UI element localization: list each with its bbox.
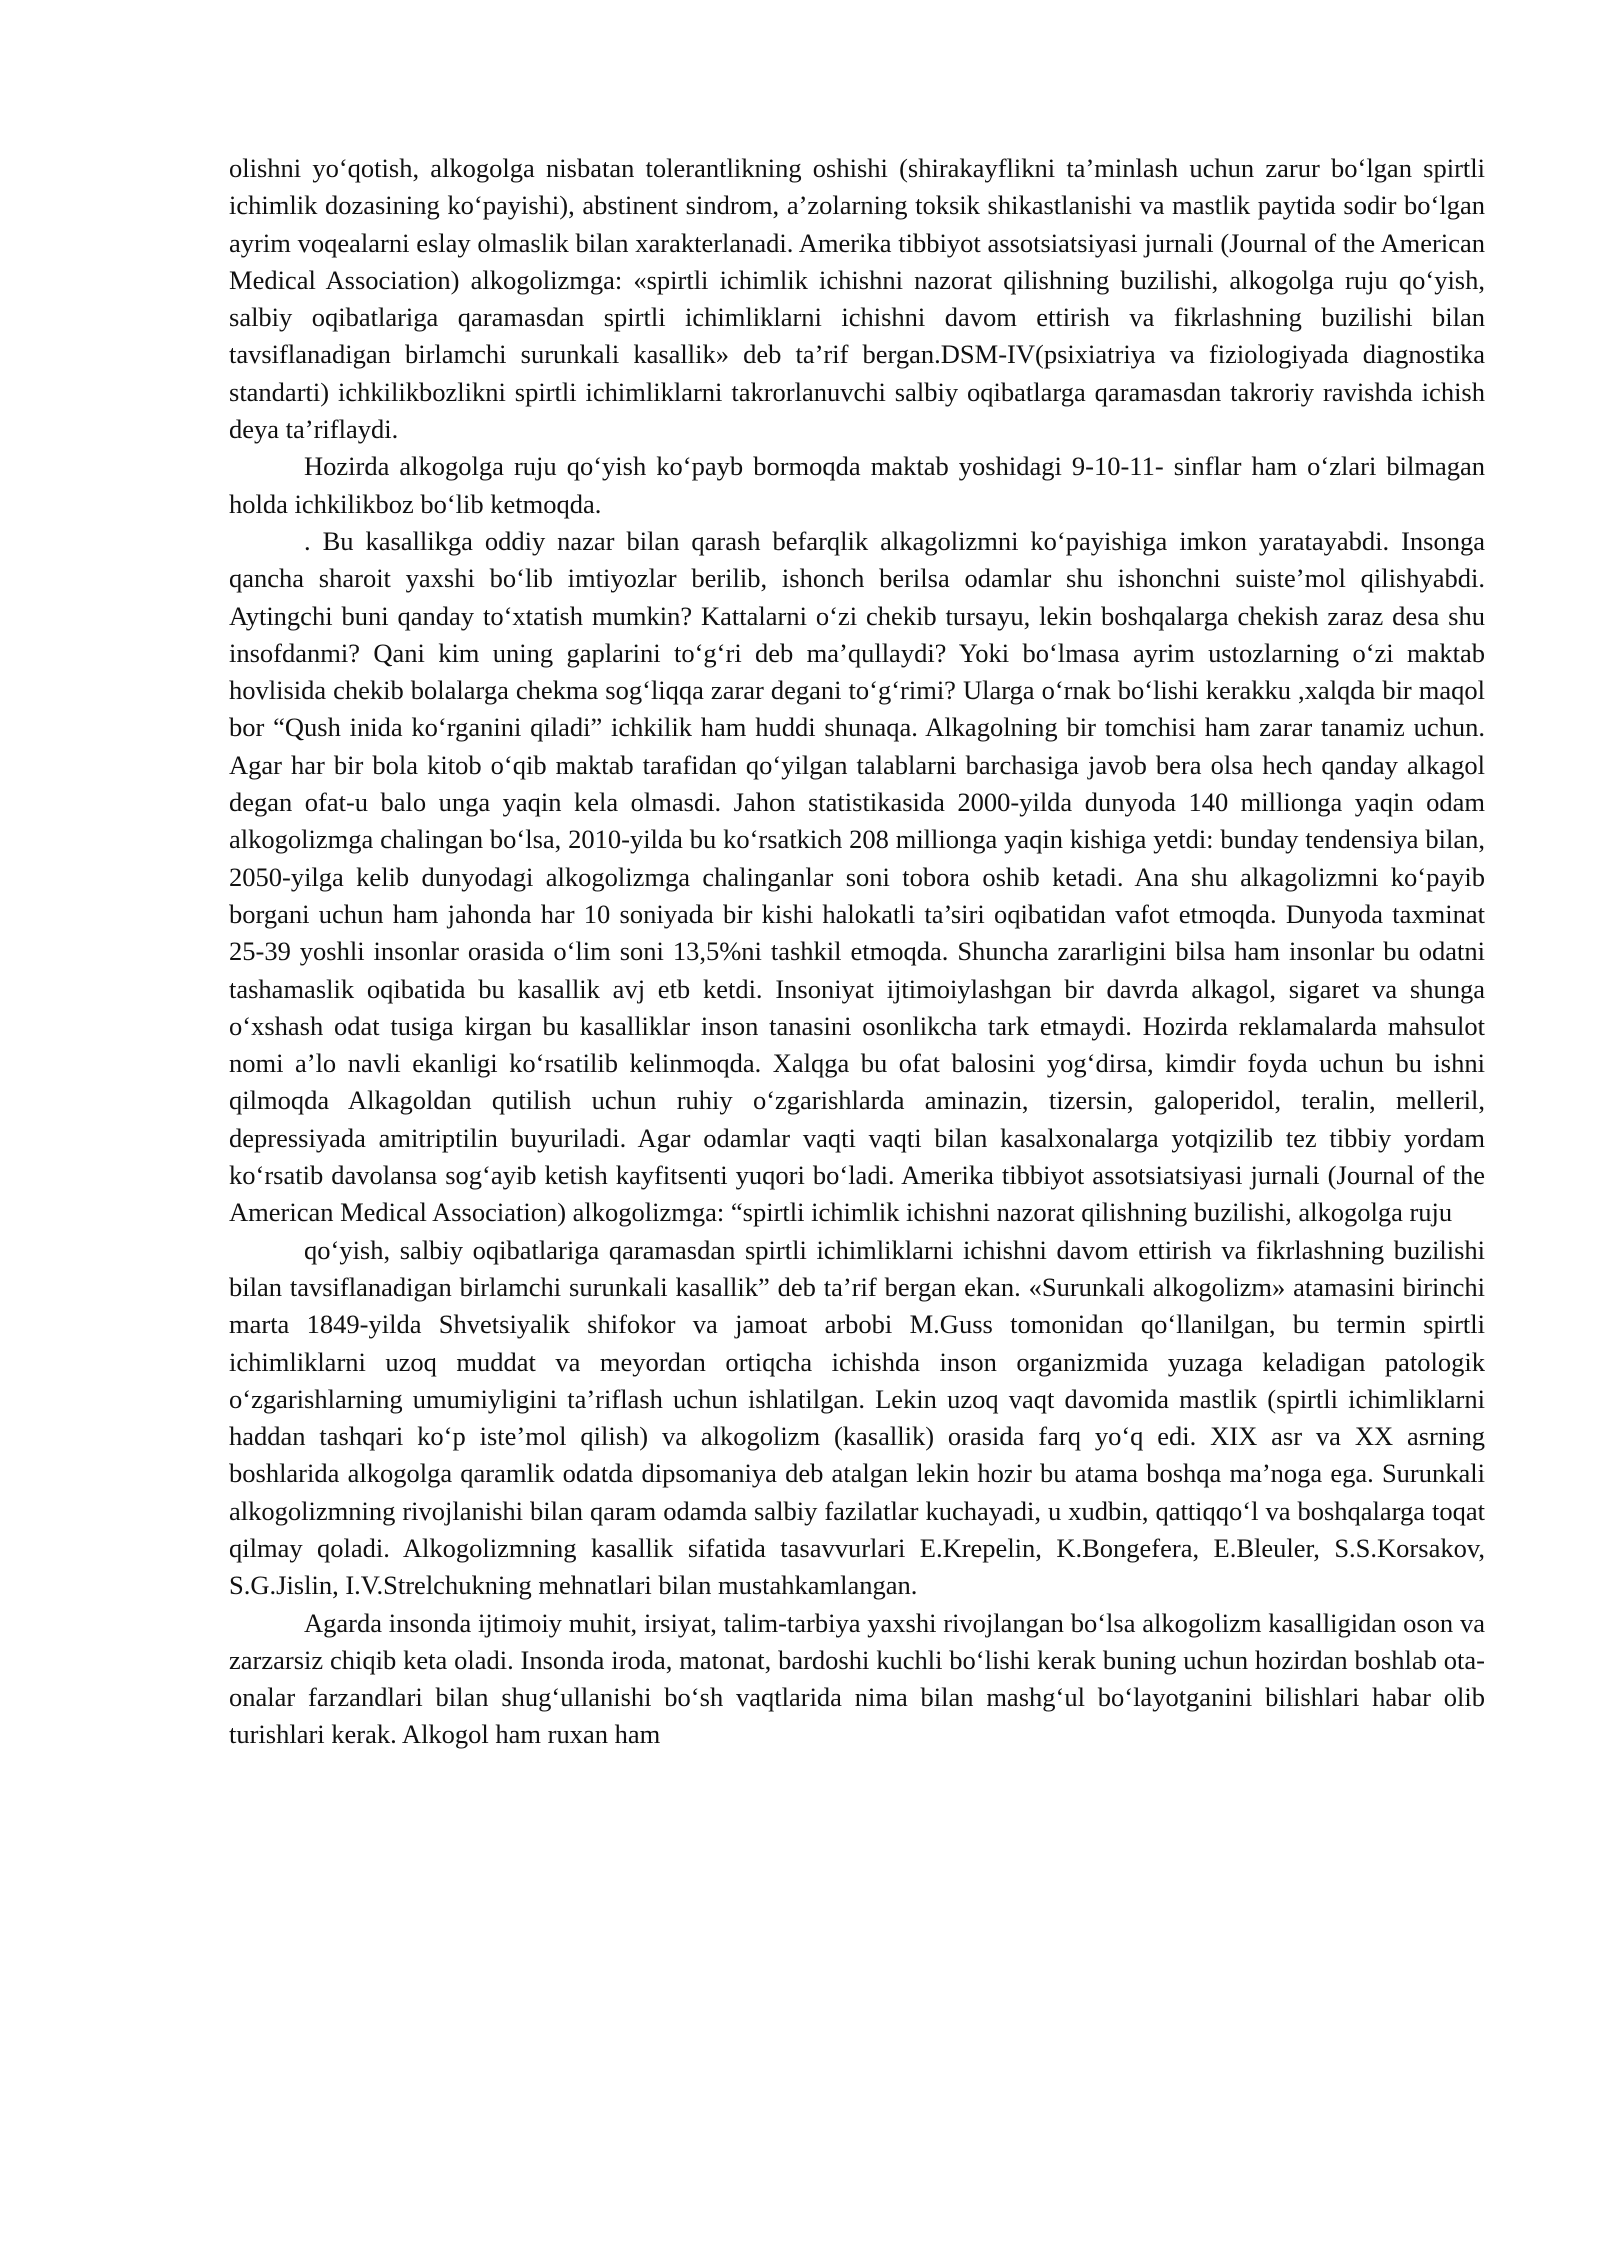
paragraph-4: qo‘yish, salbiy oqibatlariga qaramasdan spirtli ichimliklarni ichishni davom ettirish va fikrlashning buzilishi bilan tavsiflanadigan birlamchi surunkali kasallik” deb ta’rif bergan ekan. «Surunkali alkogolizm» atamasini birinchi marta 1849-yilda Shvetsiyalik shifokor va jamoat arbobi M.Guss tomonidan qo‘llanilgan, bu termin spirtli ichimliklarni uzoq muddat va meyordan ortiqcha ichishda inson organizmida yuzaga keladigan patologik o‘zgarishlarning umumiyligini ta’riflash uchun ishlatilgan. Lekin uzoq vaqt davomida mastlik (spirtli ichimliklarni haddan tashqari ko‘p iste’mol qilish) va alkogolizm (kasallik) orasida farq yo‘q edi. XIX asr va XX asrning boshlarida alkogolga qaramlik odatda dipsomaniya deb atalgan lekin hozir bu atama boshqa ma’noga ega. Surunkali alkogolizmning rivojlanishi bilan qaram odamda salbiy fazilatlar kuchayadi, u xudbin, qattiqqo‘l va boshqalarga toqat qilmay qoladi. Alkogolizmning kasallik sifatida tasavvurlari E.Krepelin, K.Bongefera, E.Bleuler, S.S.Korsakov, S.G.Jislin, I.V.Strelchukning mehnatlari bilan mustahkamlangan. — [229, 1234, 1485, 1601]
paragraph-3: . Bu kasallikga oddiy nazar bilan qarash befarqlik alkagolizmni ko‘payishiga imkon yaratayabdi. Insonga qancha sharoit yaxshi bo‘lib imtiyozlar berilib, ishonch berilsa odamlar shu ishonchni suiste’mol qilishyabdi. Aytingchi buni qanday to‘xtatish mumkin? Kattalarni o‘zi chekib tursayu, lekin boshqalarga chekish zaraz desa shu insofdanmi? Qani kim uning gaplarini to‘g‘ri deb ma’qullaydi? Yoki bo‘lmasa ayrim ustozlarning o‘zi maktab hovlisida chekib bolalarga chekma sog‘liqqa zarar degani to‘g‘rimi? Ularga o‘rnak bo‘lishi kerakku ,xalqda bir maqol bor “Qush inida ko‘rganini qiladi” ichkilik ham huddi shunaqa. Alkagolning bir tomchisi ham zarar tanamiz uchun. Agar har bir bola kitob o‘qib maktab tarafidan qo‘yilgan talablarni barchasiga javob bera olsa hech qanday alkagol degan ofat-u balo unga yaqin kela olmasdi. Jahon statistikasida 2000-yilda dunyoda 140 millionga yaqin odam alkogolizmga chalingan bo‘lsa, 2010-yilda bu ko‘rsatkich 208 millionga yaqin kishiga yetdi: bunday tendensiya bilan, 2050-yilga kelib dunyodagi alkogolizmga chalinganlar soni tobora oshib ketadi. Ana shu alkagolizmni ko‘payib borgani uchun ham jahonda har 10 soniyada bir kishi halokatli ta’siri oqibatidan vafot etmoqda. Dunyoda taxminat 25-39 yoshli insonlar orasida o‘lim soni 13,5%ni tashkil etmoqda. Shuncha zararligini bilsa ham insonlar bu odatni tashamaslik oqibatida bu kasallik avj etb ketdi. Insoniyat ijtimoiylashgan bir davrda alkagol, sigaret va shunga o‘xshash odat tusiga kirgan bu kasalliklar inson tanasini osonlikcha tark etmaydi. Hozirda reklamalarda mahsulot nomi a’lo navli ekanligi ko‘rsatilib kelinmoqda. Xalqga bu ofat balosini yog‘dirsa, kimdir foyda uchun bu ishni qilmoqda Alkagoldan qutilish uchun ruhiy o‘zgarishlarda aminazin, tizersin, galoperidol, teralin, melleril, depressiyada amitriptilin buyuriladi. Agar odamlar vaqti vaqti bilan kasalxonalarga yotqizilib tez tibbiy yordam ko‘rsatib davolansa sog‘ayib ketish kayfitsenti yuqori bo‘ladi. Amerika tibbiyot assotsiatsiyasi jurnali (Journal of the American Medical Association) alkogolizmga: “spirtli ichimlik ichishni nazorat qilishning buzilishi, alkogolga ruju — [229, 525, 1485, 1228]
paragraph-1: olishni yo‘qotish, alkogolga nisbatan tolerantlikning oshishi (shirakayflikni ta’minlash uchun zarur bo‘lgan spirtli ichimlik dozasining ko‘payishi), abstinent sindrom, a’zolarning toksik shikastlanishi va mastlik paytida sodir bo‘lgan ayrim voqealarni eslay olmaslik bilan xarakterlanadi. Amerika tibbiyot assotsiatsiyasi jurnali (Journal of the American Medical Association) alkogolizmga: «spirtli ichimlik ichishni nazorat qilishning buzilishi, alkogolga ruju qo‘yish, salbiy oqibatlariga qaramasdan spirtli ichimliklarni ichishni davom ettirish va fikrlashning buzilishi bilan tavsiflanadigan birlamchi surunkali kasallik» deb ta’rif bergan.DSM-IV(psixiatriya va fiziologiyada diagnostika standarti) ichkilikbozlikni spirtli ichimliklarni takrorlanuvchi salbiy oqibatlarga qaramasdan takroriy ravishda ichish deya ta’riflaydi. — [229, 153, 1485, 445]
document-page — [229, 150, 1485, 1754]
paragraph-5: Agarda insonda ijtimoiy muhit, irsiyat, talim-tarbiya yaxshi rivojlangan bo‘lsa alkogolizm kasalligidan oson va zarzarsiz chiqib keta oladi. Insonda iroda, matonat, bardoshi kuchli bo‘lishi kerak buning uchun hozirdan boshlab ota-onalar farzandlari bilan shug‘ullanishi bo‘sh vaqtlarida nima bilan mashg‘ul bo‘layotganini bilishlari habar olib turishlari kerak. Alkogol ham ruxan ham — [229, 1607, 1485, 1750]
paragraph-2: Hozirda alkogolga ruju qo‘yish ko‘payb bormoqda maktab yoshidagi 9-10-11- sinflar ham o‘zlari bilmagan holda ichkilikboz bo‘lib ketmoqda. — [229, 451, 1485, 519]
